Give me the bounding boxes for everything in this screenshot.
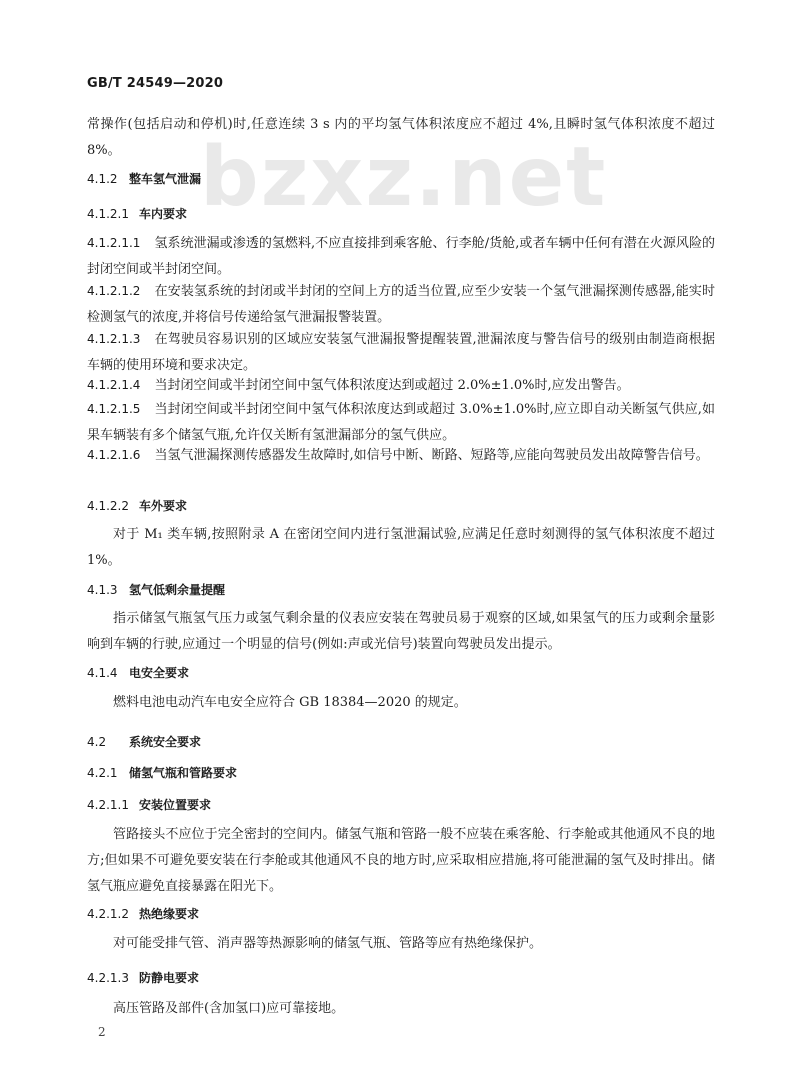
section-heading-4-2-1 [87,764,715,782]
watermark-text: bzxz.net [200,130,608,225]
section-heading-4-2-1-2 [87,905,715,923]
section-heading-4-2-1-3 [87,969,715,987]
item-number: 4.1.2.1.3 [87,332,141,346]
section-number: 4.1.2 [87,172,118,186]
section-title: 安装位置要求 [139,798,212,812]
paragraph-4-2-1-1: 管路接头不应位于完全密封的空间内。储氢气瓶和管路一般不应装在乘客舱、行李舱或其他通风不良的地方;但如果不可避免要安装在行李舱或其他通风不良的地方时,应采取相应措施,将可能泄漏的氢气及时排出。储氢气瓶应避免直接暴露在阳光下。 [87,827,715,894]
section-number: 4.1.2.1 [87,207,129,221]
section-number: 4.2.1.3 [87,971,129,985]
item-number: 4.1.2.1.2 [87,284,141,298]
continued-paragraph: 常操作(包括启动和停机)时,任意连续 3 s 内的平均氢气体积浓度应不超过 4%,且瞬时氢气体积浓度不超过 8%。 [87,117,715,158]
section-title: 电安全要求 [129,666,190,680]
page-number: 2 [98,1025,106,1039]
paragraph-4-2-1-3: 高压管路及部件(含加氢口)应可靠接地。 [113,1001,345,1016]
section-title: 车外要求 [139,499,188,513]
item-number: 4.1.2.1.6 [87,448,141,462]
item-number: 4.1.2.1.4 [87,378,141,392]
section-title: 整车氢气泄漏 [129,172,202,186]
section-heading-4-2-1-1 [87,796,715,814]
section-heading-4-1-2 [87,170,715,188]
section-number: 4.2.1 [87,766,118,780]
section-title: 储氢气瓶和管路要求 [129,766,238,780]
list-item-4-1-2-1-6 [87,442,715,469]
section-number: 4.1.4 [87,666,118,680]
paragraph-4-1-2-2: 对于 M₁ 类车辆,按照附录 A 在密闭空间内进行氢泄漏试验,应满足任意时刻测得的氢气体积浓度不超过 1%。 [87,527,715,568]
item-text: 当封闭空间或半封闭空间中氢气体积浓度达到或超过 3.0%±1.0%时,应立即自动关断氢气供应,如果车辆装有多个储氢气瓶,允许仅关断有氢泄漏部分的氢气供应。 [87,402,715,443]
item-text: 在安装氢系统的封闭或半封闭的空间上方的适当位置,应至少安装一个氢气泄漏探测传感器,能实时检测氢气的浓度,并将信号传递给氢气泄漏报警装置。 [87,284,715,325]
section-title: 防静电要求 [139,971,200,985]
list-item-4-1-2-1-4 [87,372,715,399]
item-text: 在驾驶员容易识别的区域应安装氢气泄漏报警提醒装置,泄漏浓度与警告信号的级别由制造商根据车辆的使用环境和要求决定。 [87,332,715,373]
section-number: 4.1.2.2 [87,499,129,513]
section-number: 4.2 [87,735,107,749]
section-heading-4-1-2-2 [87,497,715,515]
paragraph-4-1-4: 燃料电池电动汽车电安全应符合 GB 18384—2020 的规定。 [113,695,467,710]
section-number: 4.2.1.2 [87,907,129,921]
item-text: 当氢气泄漏探测传感器发生故障时,如信号中断、断路、短路等,应能向驾驶员发出故障警告信号。 [154,448,709,463]
section-heading-4-1-4 [87,664,715,682]
standard-header: GB/T 24549—2020 [87,76,224,91]
section-title: 氢气低剩余量提醒 [129,583,226,597]
section-heading-4-1-3 [87,581,715,599]
paragraph-4-2-1-2: 对可能受排气管、消声器等热源影响的储氢气瓶、管路等应有热绝缘保护。 [113,936,543,951]
section-heading-4-1-2-1 [87,205,715,223]
section-heading-4-2 [87,733,715,751]
item-number: 4.1.2.1.1 [87,236,141,250]
section-number: 4.1.3 [87,583,118,597]
paragraph-4-1-3: 指示储氢气瓶氢气压力或氢气剩余量的仪表应安装在驾驶员易于观察的区域,如果氢气的压力或剩余量影响到车辆的行驶,应通过一个明显的信号(例如:声或光信号)装置向驾驶员发出提示。 [87,611,715,652]
section-title: 系统安全要求 [129,735,202,749]
list-item-4-1-2-1-1 [87,230,715,283]
item-text: 当封闭空间或半封闭空间中氢气体积浓度达到或超过 2.0%±1.0%时,应发出警告。 [154,378,630,393]
item-number: 4.1.2.1.5 [87,402,141,416]
section-title: 热绝缘要求 [139,907,200,921]
section-title: 车内要求 [139,207,188,221]
item-text: 氢系统泄漏或渗透的氢燃料,不应直接排到乘客舱、行李舱/货舱,或者车辆中任何有潜在火源风险的封闭空间或半封闭空间。 [87,236,715,277]
section-number: 4.2.1.1 [87,798,129,812]
list-item-4-1-2-1-2 [87,278,715,331]
